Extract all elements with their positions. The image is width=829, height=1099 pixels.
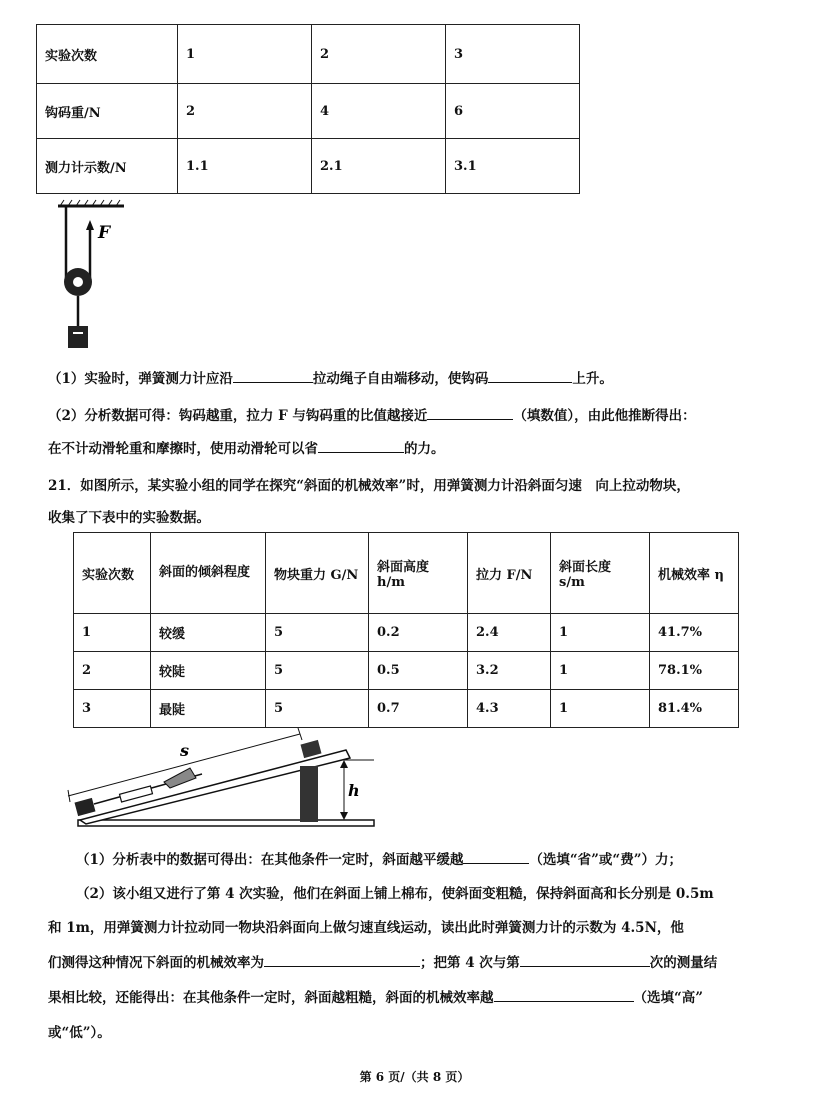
table-cell: 测力计示数/N — [37, 139, 178, 194]
question-text: （1）实验时，弹簧测力计应沿 — [48, 371, 233, 387]
table-cell: 3 — [446, 25, 580, 84]
answer-blank[interactable] — [318, 438, 404, 453]
table-pulley-data — [36, 24, 580, 194]
table-cell: 1 — [178, 25, 312, 84]
force-label-f: F — [98, 223, 111, 243]
table-cell: 0.7 — [369, 690, 468, 728]
table-row — [37, 139, 580, 194]
table-cell: 较陡 — [151, 652, 266, 690]
table-cell: 0.2 — [369, 614, 468, 652]
table-cell: 1 — [551, 652, 650, 690]
table-cell: 2 — [74, 652, 151, 690]
table-cell: 41.7% — [650, 614, 739, 652]
question-21-line2: 收集了下表中的实验数据。 — [48, 510, 210, 526]
pulley-figure — [40, 196, 140, 356]
table-cell: 钩码重/N — [37, 84, 178, 139]
table-cell: 2.4 — [468, 614, 551, 652]
answer-blank[interactable] — [494, 987, 634, 1002]
table-cell: 5 — [266, 652, 369, 690]
table-cell: 2 — [312, 25, 446, 84]
table-cell: 2.1 — [312, 139, 446, 194]
question-21-2-line2: 和 1m，用弹簧测力计拉动同一物块沿斜面向上做匀速直线运动，读出此时弹簧测力计的示数为 4.5N，他 — [48, 920, 684, 936]
table-cell: 1 — [551, 690, 650, 728]
question-text: 的力。 — [404, 441, 445, 457]
answer-blank[interactable] — [264, 952, 420, 967]
question-21-2-line4 — [48, 986, 703, 1006]
question-text: 们测得这种情况下斜面的机械效率为 — [48, 955, 264, 971]
question-21-line1: 21．如图所示，某实验小组的同学在探究“斜面的机械效率”时，用弹簧测力计沿斜面匀速 向上拉动物块， — [48, 478, 690, 494]
answer-blank[interactable] — [427, 405, 513, 420]
page-footer: 第 6 页/（共 8 页） — [359, 1070, 470, 1084]
table-cell: 6 — [446, 84, 580, 139]
table-cell: 5 — [266, 614, 369, 652]
table-header-cell: 物块重力 G/N — [266, 533, 369, 614]
incline-height-label: h — [348, 781, 360, 800]
table-incline-data — [73, 532, 739, 728]
question-text: 上升。 — [572, 371, 613, 387]
table-cell: 4 — [312, 84, 446, 139]
answer-blank[interactable] — [463, 849, 529, 864]
table-row — [37, 25, 580, 84]
table-header-cell: 拉力 F/N — [468, 533, 551, 614]
table-cell: 最陡 — [151, 690, 266, 728]
question-text: ；把第 4 次与第 — [420, 955, 520, 971]
table-cell: 3 — [74, 690, 151, 728]
table-cell: 4.3 — [468, 690, 551, 728]
table-cell: 1.1 — [178, 139, 312, 194]
question-text: 在不计动滑轮重和摩擦时，使用动滑轮可以省 — [48, 441, 318, 457]
question-text: （选填“高” — [633, 990, 704, 1006]
table-cell: 78.1% — [650, 652, 739, 690]
question-21-2-line5: 或“低”）。 — [48, 1025, 111, 1041]
table-row — [74, 652, 739, 690]
answer-blank[interactable] — [233, 368, 313, 383]
table-header-cell: 斜面的倾斜程度 — [151, 533, 266, 614]
question-text: （选填“省”或“费”）力； — [529, 852, 682, 868]
table-header-cell: 斜面高度 h/m — [369, 533, 468, 614]
table-cell: 3.1 — [446, 139, 580, 194]
table-cell: 3.2 — [468, 652, 551, 690]
table-cell: 0.5 — [369, 652, 468, 690]
table-header-cell: 斜面长度 s/m — [551, 533, 650, 614]
table-header-cell: 实验次数 — [74, 533, 151, 614]
table-cell: 1 — [551, 614, 650, 652]
question-text: （填数值），由此他推断得出： — [513, 408, 696, 424]
question-2-line2 — [48, 437, 445, 457]
question-text: （1）分析表中的数据可得出：在其他条件一定时，斜面越平缓越 — [76, 852, 464, 868]
table-cell: 2 — [178, 84, 312, 139]
table-header-row — [74, 533, 739, 614]
incline-figure — [64, 726, 380, 834]
incline-length-label: s — [180, 741, 190, 760]
question-text: 果相比较，还能得出：在其他条件一定时，斜面越粗糙，斜面的机械效率越 — [48, 990, 494, 1006]
table-cell: 5 — [266, 690, 369, 728]
table-header-cell: 机械效率 η — [650, 533, 739, 614]
table-cell: 较缓 — [151, 614, 266, 652]
question-21-2-line1: （2）该小组又进行了第 4 次实验，他们在斜面上铺上棉布，使斜面变粗糙，保持斜面高和长分别是 0.5m — [76, 886, 714, 902]
table-cell: 1 — [74, 614, 151, 652]
answer-blank[interactable] — [520, 952, 650, 967]
question-21-2-line3 — [48, 951, 717, 971]
question-text: 次的测量结 — [649, 955, 718, 971]
question-1-line — [48, 367, 613, 387]
table-row — [74, 614, 739, 652]
table-cell: 实验次数 — [37, 25, 178, 84]
table-cell: 81.4% — [650, 690, 739, 728]
table-row — [37, 84, 580, 139]
question-text: （2）分析数据可得：钩码越重，拉力 F 与钩码重的比值越接近 — [48, 408, 428, 424]
question-21-1-line — [76, 848, 682, 868]
question-2-line1 — [48, 404, 696, 424]
answer-blank[interactable] — [488, 368, 572, 383]
table-row — [74, 690, 739, 728]
question-text: 拉动绳子自由端移动，使钩码 — [312, 371, 489, 387]
